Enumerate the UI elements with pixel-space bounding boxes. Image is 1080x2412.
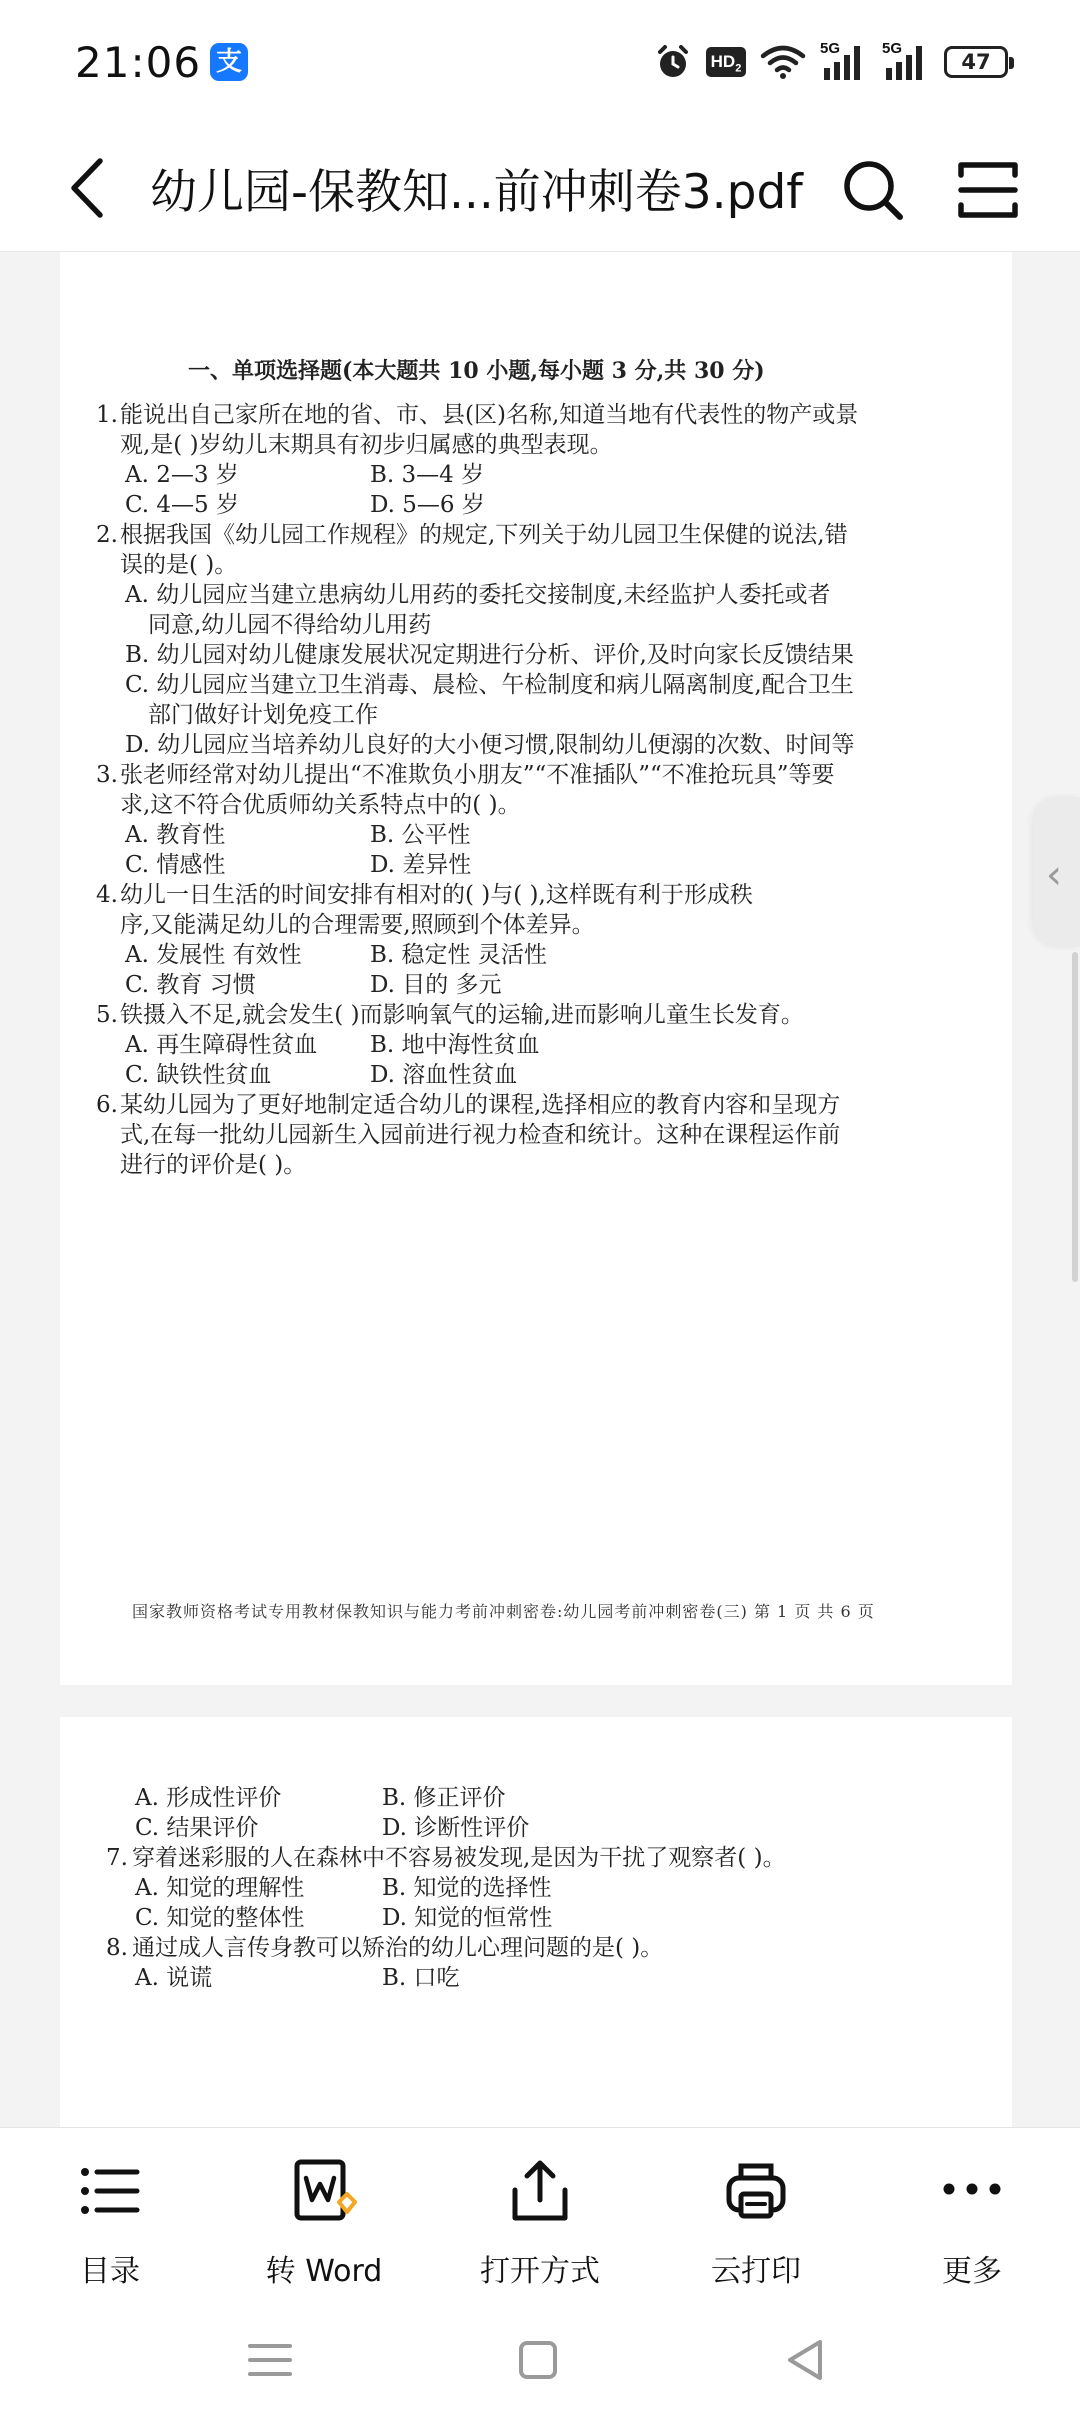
answer-option-continued: 同意,幼儿园不得给幼儿用药 <box>148 612 432 638</box>
page-footer: 国家教师资格考试专用教材保教知识与能力考前冲刺密卷:幼儿园考前冲刺密卷(三) 第 1 页 共 6 页 <box>132 1602 875 1621</box>
pdf-viewer[interactable] <box>0 252 1080 2127</box>
question-text: 张老师经常对幼儿提出“不准欺负小朋友”“不准插队”“不准抢玩具”等要 <box>120 762 835 788</box>
answer-option: D. 溶血性贫血 <box>370 1062 518 1088</box>
answer-option: D. 幼儿园应当培养幼儿良好的大小便习惯,限制幼儿便溺的次数、时间等 <box>125 732 855 758</box>
answer-option: B. 3—4 岁 <box>370 462 485 488</box>
answer-option: A. 再生障碍性贫血 <box>125 1032 318 1058</box>
hd-label: HD <box>710 52 736 71</box>
answer-option: D. 目的 多元 <box>370 972 502 998</box>
pdf-page-1 <box>60 252 1012 1685</box>
wifi-icon <box>760 44 806 80</box>
question-text: 某幼儿园为了更好地制定适合幼儿的课程,选择相应的教育内容和呈现方 <box>120 1092 841 1118</box>
question-text-continued: 求,这不符合优质师幼关系特点中的( )。 <box>120 792 521 818</box>
answer-option: A. 2—3 岁 <box>125 462 239 488</box>
question-text-continued: 观,是( )岁幼儿末期具有初步归属感的典型表现。 <box>120 432 613 458</box>
alipay-notification-icon: 支 <box>210 43 248 81</box>
back-nav-button[interactable] <box>776 2330 836 2390</box>
answer-option: A. 说谎 <box>135 1965 213 1991</box>
side-panel-tab[interactable] <box>1034 797 1080 947</box>
question-text-continued: 式,在每一批幼儿园新生入园前进行视力检查和统计。这种在课程运作前 <box>120 1122 841 1148</box>
question-number: 6. <box>96 1092 118 1118</box>
answer-option: B. 幼儿园对幼儿健康发展状况定期进行分析、评价,及时向家长反馈结果 <box>125 642 854 668</box>
hd-voice-icon <box>706 47 746 77</box>
answer-option: C. 知觉的整体性 <box>135 1905 305 1931</box>
answer-option: D. 5—6 岁 <box>370 492 485 518</box>
question-number: 8. <box>106 1935 128 1961</box>
scrollbar-thumb[interactable] <box>1072 952 1078 1282</box>
word-convert-icon <box>289 2156 359 2226</box>
battery-icon: 47 <box>944 46 1008 78</box>
question-number: 7. <box>106 1845 128 1871</box>
signal-2-label: 5G <box>882 40 903 57</box>
answer-option: B. 口吃 <box>382 1965 460 1991</box>
status-time: 21:06 <box>75 38 202 87</box>
question-number: 3. <box>96 762 118 788</box>
answer-option: A. 教育性 <box>125 822 226 848</box>
hd-sub: 2 <box>735 62 742 75</box>
toolbar-cloud-print-button[interactable] <box>656 2146 856 2296</box>
answer-option: C. 情感性 <box>125 852 226 878</box>
question-text: 通过成人言传身教可以矫治的幼儿心理问题的是( )。 <box>132 1935 664 1961</box>
list-icon <box>75 2156 145 2226</box>
answer-option: B. 知觉的选择性 <box>382 1875 552 1901</box>
signal-1-label: 5G <box>820 40 841 57</box>
signal-1-icon <box>820 42 868 82</box>
question-number: 5. <box>96 1002 118 1028</box>
back-button[interactable] <box>60 153 120 223</box>
answer-option: D. 差异性 <box>370 852 472 878</box>
app-header <box>0 125 1080 252</box>
bottom-toolbar <box>0 2127 1080 2302</box>
share-icon <box>505 2156 575 2226</box>
document-title: 幼儿园-保教知...前冲刺卷3.pdf <box>150 165 803 220</box>
question-text-continued: 序,又能满足幼儿的合理需要,照顾到个体差异。 <box>120 912 595 938</box>
answer-option: C. 4—5 岁 <box>125 492 239 518</box>
toolbar-toc-button[interactable] <box>10 2146 210 2296</box>
answer-option: D. 知觉的恒常性 <box>382 1905 553 1931</box>
question-text: 铁摄入不足,就会发生( )而影响氧气的运输,进而影响儿童生长发育。 <box>120 1002 804 1028</box>
answer-option: A. 幼儿园应当建立患病幼儿用药的委托交接制度,未经监护人委托或者 <box>125 582 831 608</box>
toolbar-word-button[interactable] <box>224 2146 424 2296</box>
status-icons <box>654 40 1008 84</box>
fullscreen-button[interactable] <box>955 157 1021 223</box>
status-bar <box>0 0 1080 125</box>
answer-option: C. 教育 习惯 <box>125 972 256 998</box>
toolbar-open-with-label: 打开方式 <box>480 2254 600 2289</box>
home-button[interactable] <box>508 2330 568 2390</box>
question-text: 能说出自己家所在地的省、市、县(区)名称,知道当地有代表性的物产或景 <box>120 402 859 428</box>
toolbar-open-with-button[interactable] <box>440 2146 640 2296</box>
answer-option: C. 幼儿园应当建立卫生消毒、晨检、午检制度和病儿隔离制度,配合卫生 <box>125 672 854 698</box>
search-button[interactable] <box>838 155 908 225</box>
answer-option-continued: 部门做好计划免疫工作 <box>148 702 378 728</box>
question-number: 2. <box>96 522 118 548</box>
answer-option: B. 公平性 <box>370 822 471 848</box>
signal-2-icon <box>882 42 930 82</box>
answer-option: A. 知觉的理解性 <box>135 1875 305 1901</box>
system-nav-bar <box>0 2302 1080 2412</box>
question-text: 幼儿一日生活的时间安排有相对的( )与( ),这样既有利于形成秩 <box>120 882 753 908</box>
toolbar-more-button[interactable] <box>872 2146 1072 2296</box>
answer-option: B. 修正评价 <box>382 1785 506 1811</box>
alarm-icon <box>654 43 692 81</box>
side-tab-chevron-icon: ‹ <box>1046 852 1062 898</box>
toolbar-toc-label: 目录 <box>80 2254 140 2289</box>
answer-option: B. 稳定性 灵活性 <box>370 942 547 968</box>
print-icon <box>721 2156 791 2226</box>
question-number: 1. <box>96 402 118 428</box>
answer-option: A. 形成性评价 <box>135 1785 282 1811</box>
answer-option: B. 地中海性贫血 <box>370 1032 540 1058</box>
answer-option: C. 缺铁性贫血 <box>125 1062 272 1088</box>
section-title: 一、单项选择题(本大题共 10 小题,每小题 3 分,共 30 分) <box>188 358 765 384</box>
toolbar-word-label: 转 Word <box>265 2254 383 2289</box>
pdf-page-2 <box>60 1717 1012 2127</box>
question-text-continued: 误的是( )。 <box>120 552 238 578</box>
question-text-continued: 进行的评价是( )。 <box>120 1152 307 1178</box>
answer-option: A. 发展性 有效性 <box>125 942 302 968</box>
toolbar-more-label: 更多 <box>942 2254 1002 2289</box>
answer-option: D. 诊断性评价 <box>382 1815 530 1841</box>
more-icon <box>937 2156 1007 2226</box>
question-text: 穿着迷彩服的人在森林中不容易被发现,是因为干扰了观察者( )。 <box>132 1845 786 1871</box>
toolbar-cloud-print-label: 云打印 <box>711 2254 801 2289</box>
answer-option: C. 结果评价 <box>135 1815 259 1841</box>
recent-apps-button[interactable] <box>240 2330 300 2390</box>
question-number: 4. <box>96 882 118 908</box>
question-text: 根据我国《幼儿园工作规程》的规定,下列关于幼儿园卫生保健的说法,错 <box>120 522 848 548</box>
